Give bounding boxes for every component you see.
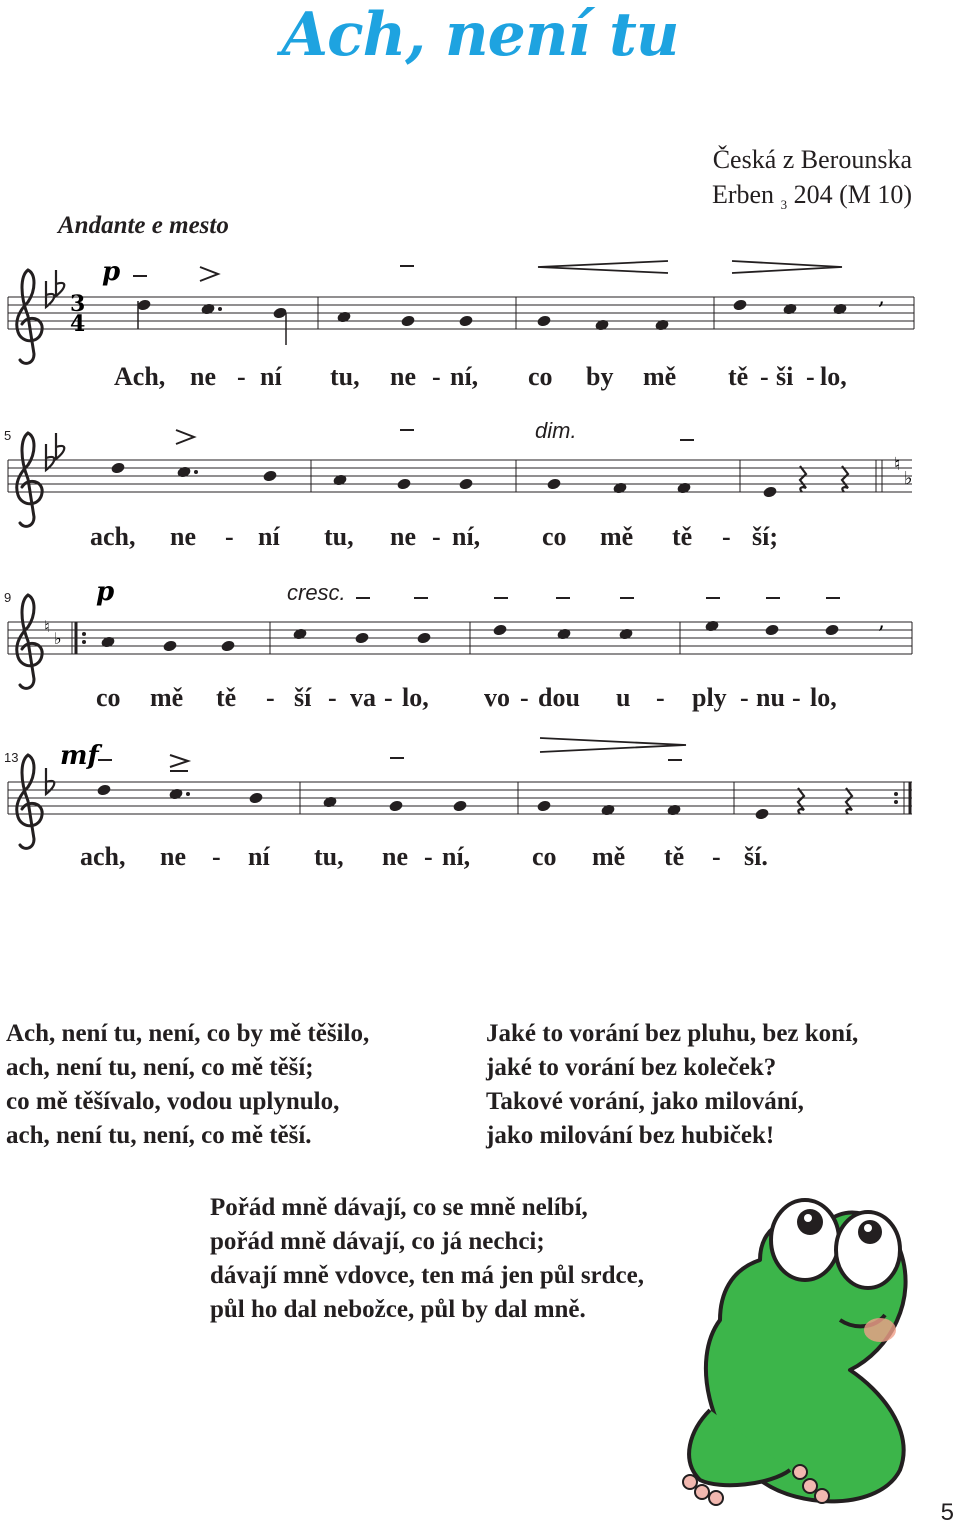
crescendo-hairpin bbox=[538, 261, 668, 273]
svg-text:3: 3 bbox=[70, 291, 86, 317]
frog-icon bbox=[650, 1180, 920, 1520]
svg-text:♭: ♭ bbox=[54, 629, 62, 648]
diminuendo-hairpin bbox=[540, 738, 686, 752]
svg-text:♭: ♭ bbox=[904, 468, 913, 489]
measure-number: 13 bbox=[4, 750, 19, 765]
staff-1 bbox=[8, 257, 914, 363]
source-catalog: Erben $_3$ 204 (M 10) bbox=[711, 180, 912, 213]
lyrics-line-2: ach, ne - ní tu, ne - ní, co mě tě - ší; bbox=[90, 522, 778, 551]
treble-clef-icon bbox=[17, 433, 42, 526]
treble-clef-icon bbox=[17, 755, 42, 848]
svg-text:4: 4 bbox=[70, 311, 86, 337]
tempo-marking: Andante e mesto bbox=[58, 212, 229, 239]
lyrics-line-3: co mě tě - ší - va - lo, vo - dou u - ply - nu - lo, bbox=[96, 683, 837, 712]
treble-clef-icon bbox=[17, 270, 42, 363]
measure-number: 9 bbox=[4, 590, 12, 605]
cresc-marking: cresc. bbox=[287, 580, 346, 605]
staff-4 bbox=[8, 738, 912, 848]
verse-bottom: Pořád mně dávají, co se mně nelíbí, pořád mně dávají, co já nechci; dávají mně vdovce, ten má jen půl srdce, půl ho dal nebožce, půl by dal mně. bbox=[210, 1194, 644, 1323]
verse-right: Jaké to vorání bez pluhu, bez koní, jaké to vorání bez koleček? Takové vorání, jako milování, jako milování bez hubiček! bbox=[486, 1020, 859, 1149]
dim-marking: dim. bbox=[535, 418, 577, 443]
dynamic-p: p bbox=[96, 577, 115, 607]
flat-icon bbox=[46, 281, 54, 307]
dynamic-p: p bbox=[102, 257, 121, 287]
diminuendo-hairpin bbox=[732, 261, 842, 273]
dynamic-mf: mf bbox=[60, 741, 99, 771]
lyrics-line-1: Ach, ne - ní tu, ne - ní, co by mě tě - ši - lo, bbox=[114, 362, 847, 391]
verse-left: Ach, není tu, není, co by mě těšilo, ach, není tu, není, co mě těší; co mě těšívalo, vodou uplynulo, ach, není tu, není, co mě těší. bbox=[6, 1020, 370, 1149]
svg-text:,: , bbox=[878, 609, 885, 634]
lyrics-line-4: ach, ne - ní tu, ne - ní, co mě tě - ší. bbox=[80, 842, 768, 871]
svg-text:♮: ♮ bbox=[894, 454, 901, 475]
svg-text:♮: ♮ bbox=[44, 617, 50, 636]
page-number: 5 bbox=[940, 1499, 954, 1526]
source-origin: Česká z Berounska bbox=[712, 145, 912, 174]
flat-icon bbox=[56, 270, 64, 296]
staff-3 bbox=[8, 577, 912, 688]
flat-icon bbox=[56, 433, 64, 459]
flat-icon bbox=[46, 444, 54, 470]
treble-clef-icon bbox=[17, 595, 42, 688]
measure-number: 5 bbox=[4, 428, 12, 443]
staff-2 bbox=[8, 430, 913, 526]
svg-text:,: , bbox=[878, 285, 885, 310]
page-title: Ach, není tu bbox=[281, 0, 679, 70]
